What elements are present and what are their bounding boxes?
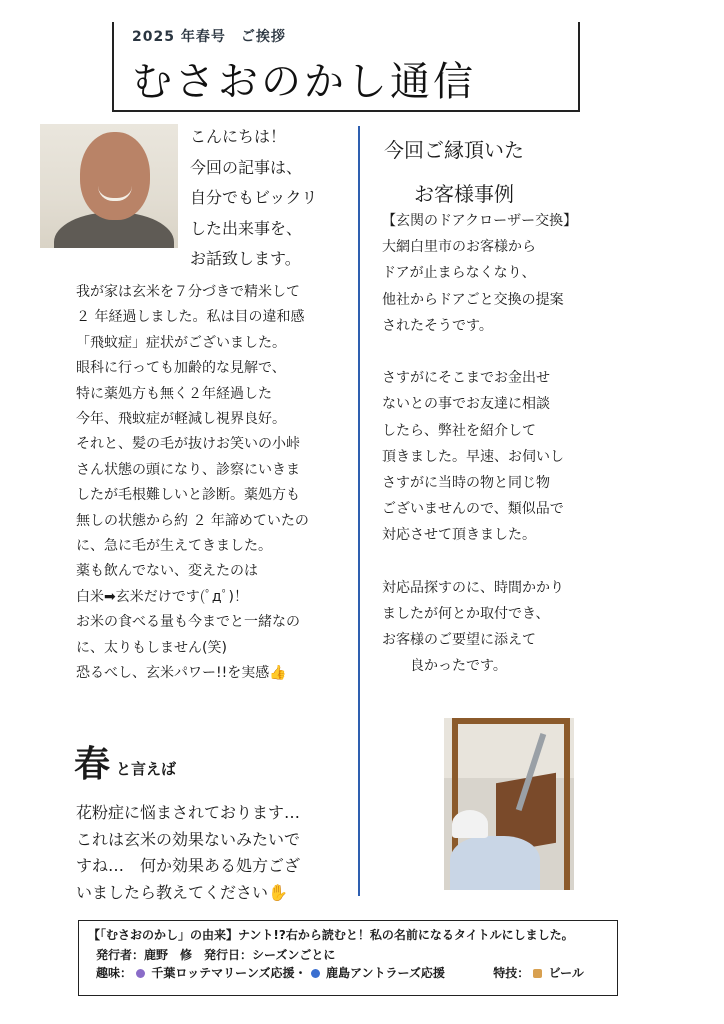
newsletter-title: むさおのかし通信: [132, 59, 476, 105]
article-line: 眼科に行っても加齢的な見解で、: [76, 360, 286, 377]
case-line: ございませんので、類似品で: [382, 501, 564, 518]
case-line: 他社からドアごと交換の提案: [382, 291, 564, 308]
hobby-skill-line: [96, 964, 584, 981]
spring-line: 花粉症に悩まされております…: [76, 803, 301, 822]
article-line: 我が家は玄米を７分づきで精米して: [76, 284, 300, 300]
greeting-line: お話致します。: [190, 249, 301, 268]
article-line: さん状態の頭になり、診察にいきま: [76, 461, 300, 478]
author-photo: [40, 124, 178, 248]
case-line: 頂きました。早速、お伺いし: [382, 448, 564, 465]
case-line: [382, 549, 622, 575]
article-line: に、太りもしません(笑): [76, 639, 227, 656]
spring-subheading: と言えば: [116, 760, 177, 778]
article-line: 無しの状態から約 ２ 年諦めていたの: [76, 512, 309, 529]
spring-line: これは玄米の効果ないみたいで: [76, 829, 301, 849]
greeting-line: 自分でもビックリ: [190, 188, 318, 207]
case-line: 対応品探すのに、時間かかり: [382, 579, 564, 596]
case-title-line: 今回ご縁頂いた: [384, 138, 524, 162]
article-line: 特に薬処方も無く２年経過した: [76, 385, 272, 402]
case-line: 【玄関のドアクローザー交換】: [382, 213, 578, 229]
case-line: 対応させて頂きました。: [382, 527, 536, 544]
article-line: 今年、飛蚊症が軽減し視界良好。: [76, 411, 286, 428]
installation-photo: [444, 718, 574, 890]
case-line: さすがにそこまでお金出せ: [382, 370, 550, 387]
spring-line: いましたら教えてください✋: [76, 882, 288, 902]
issue-label: 2025 年春号 ご挨拶: [132, 29, 286, 45]
article-body: [76, 280, 356, 687]
skill-value: ビール: [548, 966, 584, 980]
case-line: ないとの事でお友達に相談: [382, 396, 550, 413]
spring-heading: 春: [74, 744, 111, 785]
article-line: したが毛根難しいと診断。薬処方も: [76, 487, 300, 504]
hobby-antlers: 鹿島アントラーズ応援: [325, 966, 445, 980]
case-line: したら、弊社を紹介して: [382, 422, 536, 439]
hobby-label: 趣味：: [96, 966, 133, 980]
case-line: ましたが何とか取付でき、: [382, 606, 550, 623]
article-line: ２ 年経過しました。私は目の違和感: [76, 309, 305, 326]
greeting-text: [190, 122, 350, 275]
greeting-line: した出来事を、: [190, 218, 303, 238]
article-line: 薬も飲んでない、変えたのは: [76, 563, 258, 580]
case-line: ドアが止まらなくなり、: [382, 265, 536, 282]
spring-line: すね… 何か効果ある処方ござ: [76, 856, 301, 875]
spring-body: [76, 800, 361, 906]
skill-label: 特技：: [493, 966, 530, 980]
baseball-icon: [136, 969, 145, 978]
title-origin-note: 【「むさおのかし」の由来】ナント!?右から読むと！私の名前になるタイトルにしました。: [88, 928, 574, 942]
article-line: お米の食べる量も今までと一緒なの: [76, 614, 300, 631]
article-line: 白米➡玄米だけです(ﾟдﾟ)！: [76, 588, 248, 605]
case-line: されたそうです。: [382, 317, 493, 334]
article-line: に、急に毛が生えてきました。: [76, 538, 272, 555]
greeting-line: 今回の記事は、: [190, 157, 303, 177]
case-body: [382, 208, 622, 680]
case-title: [384, 128, 604, 216]
column-divider: [358, 126, 360, 896]
case-title-line: お客様事例: [414, 182, 514, 206]
case-line: さすがに当時の物と同じ物: [382, 475, 550, 492]
article-line: 恐るべし、玄米パワー!!を実感👍: [76, 665, 287, 682]
beer-icon: [533, 969, 542, 978]
publisher-info: 発行者：鹿野 修 発行日：シーズンごとに: [96, 948, 336, 962]
case-line: 良かったです。: [382, 658, 507, 675]
article-line: それと、髪の毛が抜けお笑いの小峠: [76, 436, 300, 453]
case-line: 大網白里市のお客様から: [382, 239, 536, 256]
article-line: 「飛蚊症」症状がございました。: [76, 334, 286, 351]
case-line: お客様のご要望に添えて: [382, 632, 536, 649]
case-line: [382, 339, 622, 365]
greeting-line: こんにちは！: [190, 127, 287, 146]
soccer-ball-icon: [311, 969, 320, 978]
hobby-marines: 千葉ロッテマリーンズ応援・: [151, 966, 307, 980]
